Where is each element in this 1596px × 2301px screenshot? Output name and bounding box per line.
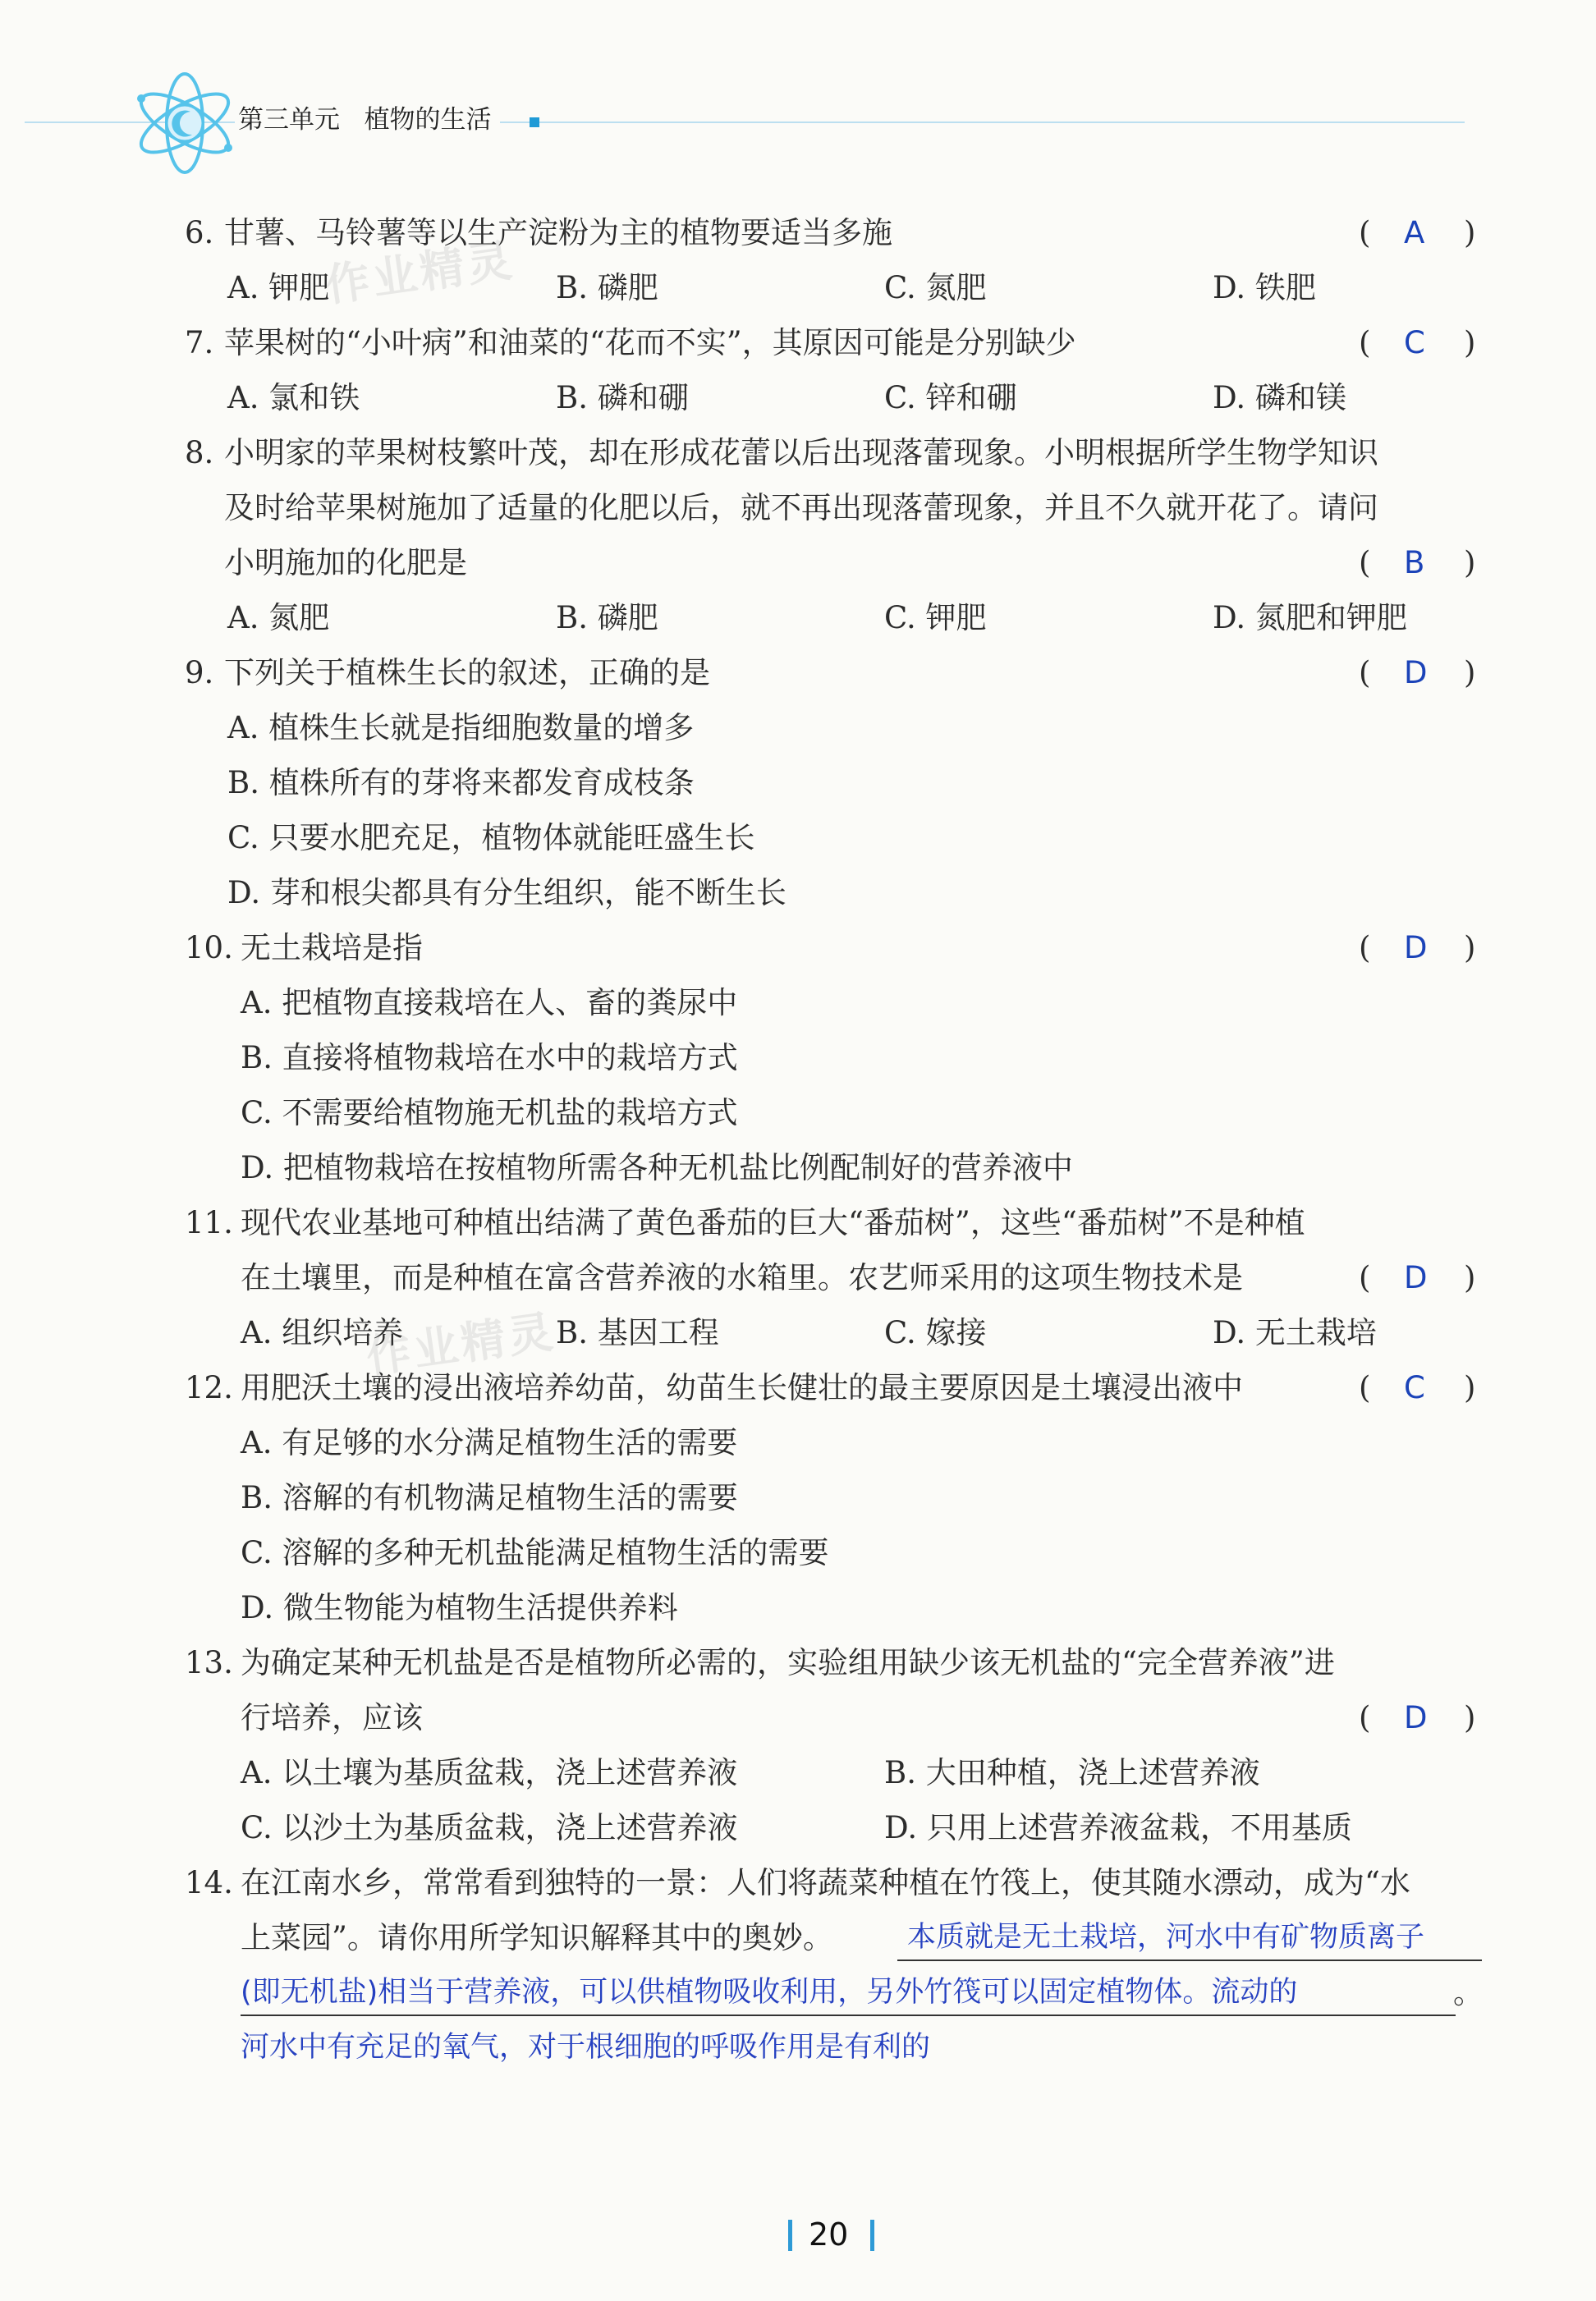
- answer-letter: A: [1404, 215, 1425, 250]
- option: C. 锌和硼: [884, 380, 1017, 415]
- question-text: 用肥沃土壤的浸出液培养幼苗，幼苗生长健壮的最主要原因是土壤浸出液中: [241, 1370, 1243, 1405]
- option-line: [185, 810, 1482, 865]
- option-line: [185, 755, 1482, 810]
- option: D. 氮肥和钾肥: [1213, 600, 1407, 635]
- option: C. 以沙土为基质盆栽，浇上述营养液: [241, 1810, 738, 1845]
- question-number: 11.: [185, 1205, 233, 1240]
- option: B. 磷肥: [556, 600, 658, 635]
- question-text: 行培养，应该: [241, 1700, 423, 1735]
- option: D. 铁肥: [1213, 270, 1316, 305]
- option: A. 组织培养: [241, 1315, 404, 1350]
- options-row: [185, 1305, 1482, 1360]
- question-number: 13.: [185, 1645, 233, 1680]
- option: A. 植株生长就是指细胞数量的增多: [227, 710, 695, 745]
- option: A. 以土壤为基质盆栽，浇上述营养液: [241, 1755, 738, 1790]
- watermark: 作业精灵: [322, 234, 518, 312]
- answer-letter: D: [1404, 1260, 1428, 1295]
- page-number: 20: [809, 2216, 849, 2253]
- option: A. 把植物直接栽培在人、畜的粪尿中: [241, 985, 738, 1020]
- question-text: 为确定某种无机盐是否是植物所必需的，实验组用缺少该无机盐的“完全营养液”进: [241, 1645, 1335, 1680]
- option-line: [185, 975, 1482, 1030]
- options-row: [185, 1800, 1482, 1855]
- question-line: 7. 苹果树的“小叶病”和油菜的“花而不实”，其原因可能是分别缺少 ( C ): [185, 315, 1482, 370]
- answer-underline: [241, 2015, 1456, 2016]
- option: A. 氮肥: [227, 600, 330, 635]
- header-square: [530, 117, 539, 127]
- option: C. 嫁接: [884, 1315, 987, 1350]
- option: C. 钾肥: [884, 600, 987, 635]
- option: D. 磷和镁: [1213, 380, 1346, 415]
- question-number: 10.: [185, 930, 233, 965]
- question-number: 12.: [185, 1370, 233, 1405]
- question-line: [185, 480, 1482, 535]
- option-line: [185, 865, 1482, 920]
- page-number-bar-right: [870, 2220, 874, 2251]
- question-number: 9.: [185, 655, 214, 690]
- option-line: [185, 700, 1482, 755]
- question-text: 在土壤里，而是种植在富含营养液的水箱里。农艺师采用的这项生物技术是: [241, 1260, 1243, 1295]
- question-line: [185, 1635, 1482, 1690]
- options-row: [185, 1745, 1482, 1800]
- options-row: [185, 590, 1482, 645]
- question-number: 7.: [185, 325, 214, 360]
- question-line: 小明施加的化肥是 ( B ): [185, 535, 1482, 590]
- question-text: 小明施加的化肥是: [224, 545, 467, 580]
- option: B. 大田种植，浇上述营养液: [884, 1755, 1260, 1790]
- option-line: [185, 1030, 1482, 1085]
- question-line: [185, 1910, 1482, 1965]
- handwritten-answer: 本质就是无土栽培，河水中有矿物质离子: [907, 1921, 1425, 1954]
- option: D. 芽和根尖都具有分生组织，能不断生长: [227, 875, 787, 910]
- option-line: [185, 1415, 1482, 1470]
- handwritten-answer: (即无机盐)相当于营养液，可以供植物吸收利用，另外竹筏可以固定植物体。流动的: [241, 1976, 1298, 2009]
- header-title: 第三单元 植物的生活: [235, 99, 500, 135]
- answer-letter: C: [1404, 1370, 1425, 1405]
- option: B. 溶解的有机物满足植物生活的需要: [241, 1480, 738, 1515]
- handwritten-answer: 河水中有充足的氧气，对于根细胞的呼吸作用是有利的: [241, 2031, 931, 2064]
- option: A. 钾肥: [227, 270, 330, 305]
- option-line: [185, 1525, 1482, 1580]
- question-line: 行培养，应该 ( D ): [185, 1690, 1482, 1745]
- question-line: [185, 425, 1482, 480]
- question-text: 苹果树的“小叶病”和油菜的“花而不实”，其原因可能是分别缺少: [224, 325, 1076, 360]
- question-number: 6.: [185, 215, 214, 250]
- question-text: 现代农业基地可种植出结满了黄色番茄的巨大“番茄树”，这些“番茄树”不是种植: [241, 1205, 1305, 1240]
- question-line: 在土壤里，而是种植在富含营养液的水箱里。农艺师采用的这项生物技术是 ( D ): [185, 1250, 1482, 1305]
- option: B. 磷和硼: [556, 380, 689, 415]
- question-line: 12. 用肥沃土壤的浸出液培养幼苗，幼苗生长健壮的最主要原因是土壤浸出液中 ( C ): [185, 1360, 1482, 1415]
- option: A. 有足够的水分满足植物生活的需要: [241, 1425, 738, 1460]
- option-line: [185, 1140, 1482, 1195]
- answer-letter: B: [1404, 545, 1425, 580]
- option: A. 氯和铁: [227, 380, 360, 415]
- answer-underline: [897, 1960, 1482, 1961]
- option: B. 直接将植物栽培在水中的栽培方式: [241, 1040, 738, 1075]
- option: D. 无土栽培: [1213, 1315, 1377, 1350]
- sentence-period: 。: [1453, 1975, 1484, 2010]
- options-row: [185, 370, 1482, 425]
- option-line: [185, 1470, 1482, 1525]
- option: B. 植株所有的芽将来都发育成枝条: [227, 765, 695, 800]
- question-text: 上菜园”。请你用所学知识解释其中的奥妙。: [241, 1920, 833, 1955]
- watermark: 作业精灵: [363, 1305, 559, 1383]
- option: D. 把植物栽培在按植物所需各种无机盐比例配制好的营养液中: [241, 1150, 1073, 1185]
- option-line: [185, 1085, 1482, 1140]
- atom-moon-icon: [123, 66, 246, 181]
- option: C. 氮肥: [884, 270, 987, 305]
- page-header: [0, 49, 1596, 148]
- question-number: 14.: [185, 1865, 233, 1900]
- option: C. 溶解的多种无机盐能满足植物生活的需要: [241, 1535, 829, 1570]
- question-list: [185, 205, 1482, 2075]
- option: D. 只用上述营养液盆栽，不用基质: [884, 1810, 1352, 1845]
- option: C. 不需要给植物施无机盐的栽培方式: [241, 1095, 738, 1130]
- option: B. 磷肥: [556, 270, 658, 305]
- question-text: 无土栽培是指: [241, 930, 423, 965]
- question-number: 8.: [185, 435, 214, 470]
- answer-letter: D: [1404, 1700, 1428, 1735]
- question-text: 及时给苹果树施加了适量的化肥以后，就不再出现落蕾现象，并且不久就开花了。请问: [224, 490, 1378, 525]
- option: B. 基因工程: [556, 1315, 719, 1350]
- question-text: 甘薯、马铃薯等以生产淀粉为主的植物要适当多施: [224, 215, 892, 250]
- question-line: [185, 1855, 1482, 1910]
- option: C. 只要水肥充足，植物体就能旺盛生长: [227, 820, 755, 855]
- option-line: [185, 1580, 1482, 1635]
- question-text: 下列关于植株生长的叙述，正确的是: [224, 655, 710, 690]
- options-row: [185, 260, 1482, 315]
- question-text: 小明家的苹果树枝繁叶茂，却在形成花蕾以后出现落蕾现象。小明根据所学生物学知识: [224, 435, 1378, 470]
- page-footer: [0, 2216, 1596, 2266]
- answer-line: [185, 1965, 1482, 2020]
- answer-letter: D: [1404, 655, 1428, 690]
- answer-letter: C: [1404, 325, 1425, 360]
- question-line: 9. 下列关于植株生长的叙述，正确的是 ( D ): [185, 645, 1482, 700]
- page-number-bar-left: [788, 2220, 792, 2251]
- question-text: 在江南水乡，常常看到独特的一景：人们将蔬菜种植在竹筏上，使其随水漂动，成为“水: [241, 1865, 1410, 1900]
- option: D. 微生物能为植物生活提供养料: [241, 1590, 678, 1625]
- question-line: [185, 1195, 1482, 1250]
- question-line: 10. 无土栽培是指 ( D ): [185, 920, 1482, 975]
- answer-line: [185, 2020, 1482, 2075]
- question-line: 6. 甘薯、马铃薯等以生产淀粉为主的植物要适当多施 ( A ): [185, 205, 1482, 260]
- answer-letter: D: [1404, 930, 1428, 965]
